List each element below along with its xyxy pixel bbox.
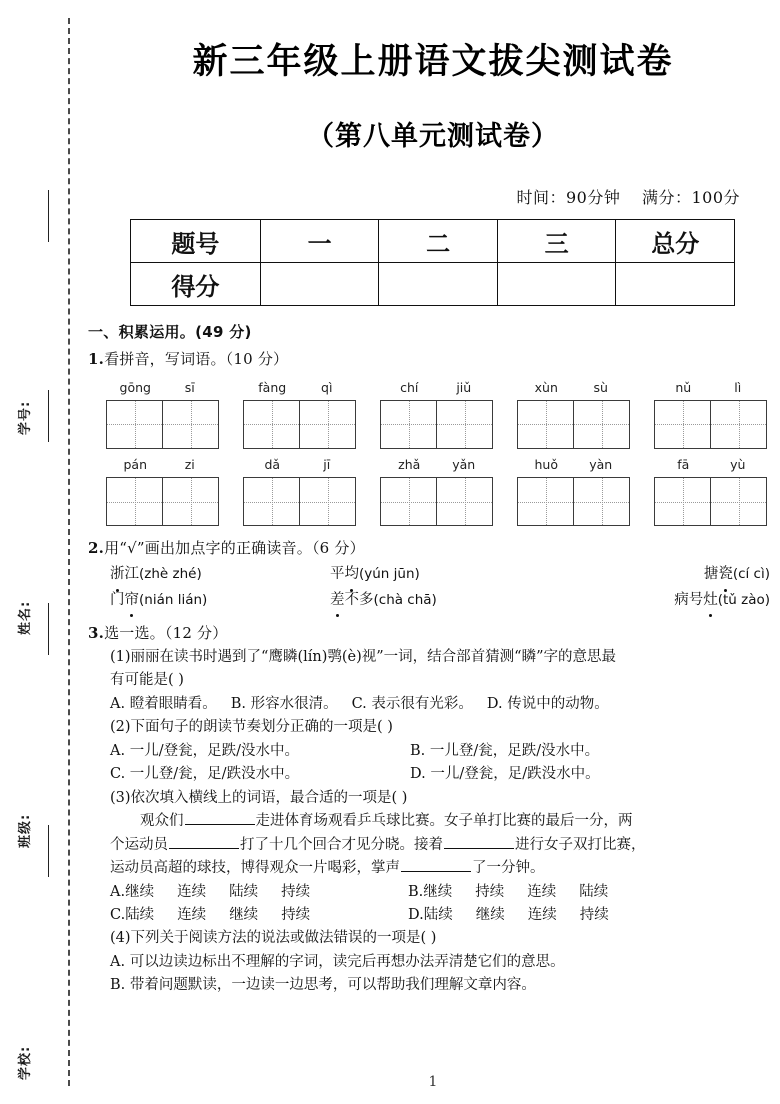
option-b[interactable]: B. 形容水很清。 [230,695,338,712]
tianzige-box[interactable] [654,400,767,449]
pronunciation-item[interactable] [330,563,550,586]
question-3-3-passage-line-2 [110,834,770,857]
pinyin-syllable: xùn [534,379,558,395]
page-title: 新三年级上册语文拔尖测试卷 [192,41,674,82]
question-3-3-stem[interactable]: (3)依次填入横线上的词语，最合适的一项是( ) [110,789,408,806]
tianzige-cell[interactable] [381,478,436,525]
pinyin-choices[interactable]: (tǔ zào) [717,591,770,608]
question-2-heading [88,536,770,560]
pinyin-text [654,455,767,475]
section-one-heading: 一、积累运用。(49 分) [88,323,252,341]
option-word: 继续 [125,883,155,900]
option-word: 持续 [475,883,505,900]
fill-blank-3[interactable] [444,848,514,849]
tianzige-box[interactable] [380,477,493,526]
score-table-row-header: 得分 [131,263,261,306]
pinyin-row-2 [88,455,770,526]
pronunciation-item[interactable] [550,589,770,612]
pinyin-group [654,455,767,526]
pinyin-group [243,378,356,449]
score-table-cell-2: 二 [379,220,498,263]
pinyin-syllable: yàn [589,456,613,472]
pinyin-syllable: dǎ [264,456,281,472]
option-word: 继续 [475,906,505,923]
pronunciation-item[interactable] [110,589,330,612]
pinyin-group [654,378,767,449]
option-c[interactable] [110,904,408,927]
pinyin-syllable: huǒ [534,456,558,472]
pinyin-syllable: sī [184,379,195,395]
exam-content [86,306,780,998]
option-word: 陆续 [229,883,259,900]
tianzige-cell[interactable] [244,401,299,448]
page-number: 1 [428,1074,438,1090]
pinyin-syllable: yǎn [452,456,476,472]
score-table-cell-1: 一 [260,220,379,263]
pinyin-text [106,378,219,398]
option-words [423,884,631,900]
option-d[interactable] [408,904,632,927]
option-word: 继续 [229,906,259,923]
fill-blank-2[interactable] [169,848,239,849]
question-3-3-options-row-1 [110,881,770,904]
passage-text: 运动员高超的球技，博得观众一片喝彩，掌声 [110,860,400,877]
word-suffix: 不多 [344,591,374,608]
tianzige-cell[interactable] [107,478,162,525]
pinyin-text [517,378,630,398]
question-3-heading [88,621,770,645]
question-3-2-options-row-2 [110,763,770,786]
tianzige-cell[interactable] [107,401,162,448]
question-3-1 [88,646,770,716]
pronunciation-item[interactable] [550,563,770,586]
tianzige-box[interactable] [380,400,493,449]
pinyin-syllable: fàng [258,379,287,395]
tianzige-cell[interactable] [244,478,299,525]
question-3-3 [88,787,770,928]
tianzige-cell[interactable] [436,478,492,525]
option-a[interactable]: A. 可以边读边标出不理解的字词，读完后再想办法弄清楚它们的意思。 [110,953,565,970]
pinyin-choices[interactable]: (nián lián) [139,591,208,608]
word-prefix: 病号 [674,591,704,608]
option-b[interactable]: B. 带着问题默读，一边读一边思考，可以帮助我们理解文章内容。 [110,977,536,994]
tianzige-box[interactable] [106,477,219,526]
option-letter: A. [110,883,126,900]
margin-label-xingming: 姓名: [18,600,33,635]
passage-text: 观众们 [140,813,184,830]
option-c[interactable]: C. 一儿登/瓮，足/跌没水中。 [110,766,300,783]
score-input-cell-2[interactable] [379,263,498,306]
question-3-points: （12 分） [164,624,228,643]
option-word: 持续 [281,906,311,923]
fill-blank-4[interactable] [401,871,471,872]
margin-rule [48,390,49,442]
pronunciation-item[interactable] [330,589,550,612]
tianzige-box[interactable] [517,477,630,526]
pinyin-text [380,378,493,398]
score-table-cell-3: 三 [497,220,616,263]
option-word: 连续 [527,906,557,923]
pinyin-syllable: zhǎ [398,456,421,472]
question-2-number: 2. [88,539,105,558]
exam-meta [86,153,780,208]
tianzige-cell[interactable] [299,478,355,525]
pinyin-syllable: fā [677,456,690,472]
exam-page [86,0,780,1104]
option-a[interactable]: A. 瞪着眼睛看。 [110,695,217,712]
option-a[interactable] [110,881,408,904]
option-letter: B. [408,883,424,900]
tianzige-box[interactable] [106,400,219,449]
margin-label-xuexiao: 学校: [18,1045,33,1080]
tianzige-cell[interactable] [299,401,355,448]
score-input-cell-1[interactable] [260,263,379,306]
tianzige-box[interactable] [517,400,630,449]
pinyin-syllable: sù [593,379,608,395]
passage-text: 走进体育场观看乒乓球比赛。女子单打比赛的最后一分，两 [255,813,633,830]
margin-rule [48,825,49,877]
word-prefix: 搪 [703,566,719,583]
word-prefix: 平 [330,566,345,583]
tianzige-cell[interactable] [655,478,710,525]
pinyin-syllable: jiǔ [456,379,472,395]
option-b[interactable] [408,881,631,904]
question-3-2-options-row-1 [110,740,770,763]
pinyin-text [106,455,219,475]
option-letter: C. [110,906,126,923]
dotted-char: 瓷 [718,563,733,586]
option-words [424,907,632,923]
tianzige-box[interactable] [654,477,767,526]
tianzige-box[interactable] [243,400,356,449]
pinyin-group [380,378,493,449]
margin-label-xuehao: 学号: [18,400,33,435]
question-2-items [88,563,770,612]
question-3-number: 3. [88,624,105,643]
question-3-3-passage-line-3 [110,857,770,880]
question-3-3-options-row-2 [110,904,770,927]
tianzige-cell[interactable] [162,478,218,525]
pinyin-syllable: lì [734,379,742,395]
option-d[interactable]: D. 传说中的动物。 [486,695,609,712]
score-table-cell-total: 总分 [616,220,735,263]
left-margin-rail [0,0,86,1104]
exam-time: 时间：90分钟 [516,188,621,207]
tianzige-cell[interactable] [710,478,766,525]
option-word: 陆续 [423,906,453,923]
margin-label-banji: 班级: [18,813,33,848]
option-word: 持续 [281,883,311,900]
tianzige-cell[interactable] [710,401,766,448]
pinyin-text [517,455,630,475]
pinyin-text [243,378,356,398]
question-3-4-stem[interactable]: (4)下列关于阅读方法的说法或做法错误的一项是( ) [110,930,437,947]
pinyin-group [517,378,630,449]
option-words [125,907,333,923]
question-2-title: 用“√”画出加点字的正确读音。 [104,539,312,558]
option-d[interactable]: D. 一儿/登瓮，足/跌没水中。 [410,766,600,783]
pinyin-syllable: jī [323,456,331,472]
pinyin-syllable: gōng [119,379,151,395]
option-letter: D. [408,906,424,923]
pinyin-choices[interactable]: (zhè zhé) [139,566,202,583]
option-word: 陆续 [125,906,155,923]
table-row [131,263,735,306]
pinyin-syllable: nǔ [675,379,692,395]
margin-rule [48,603,49,655]
passage-text: 了一分钟。 [472,860,545,877]
score-table [130,219,735,306]
pinyin-syllable: chí [400,379,419,395]
tianzige-cell[interactable] [573,478,629,525]
pinyin-syllable: yù [730,456,746,472]
fold-dashed-line [68,18,70,1086]
pinyin-row-1 [88,378,770,449]
option-word: 连续 [177,906,207,923]
question-3-1-options [110,693,770,716]
question-1-points: （10 分） [225,350,289,369]
pinyin-choices[interactable]: (chà chā) [373,591,437,608]
option-b[interactable]: B. 一儿登/瓮，足跌/没水中。 [410,742,600,759]
word-suffix: 江 [124,566,139,583]
tianzige-cell[interactable] [655,401,710,448]
word-prefix: 门 [110,591,125,608]
dotted-char: 差 [330,589,345,612]
exam-total-score: 满分：100分 [641,188,740,207]
question-2-points: （6 分） [311,539,365,558]
question-3-2 [88,716,770,786]
pinyin-text [654,378,767,398]
pinyin-group [106,455,219,526]
fill-blank-1[interactable] [185,824,255,825]
pinyin-group [106,378,219,449]
score-input-cell-3[interactable] [497,263,616,306]
question-3-1-stem-line-1: (1)丽丽在读书时遇到了“鹰瞵(lín)鹗(è)视”一词，结合部首猜测“瞵”字的意思最 [110,648,617,665]
score-input-cell-total[interactable] [616,263,735,306]
dotted-char: 浙 [110,563,125,586]
question-1-number: 1. [88,350,105,369]
pinyin-group [517,455,630,526]
option-words [125,884,333,900]
question-3-title: 选一选。 [104,624,165,643]
passage-text: 个运动员 [110,836,168,853]
passage-text: 进行女子双打比赛， [515,836,646,853]
score-table-wrap [86,208,780,306]
question-3-3-passage-line-1 [110,810,770,833]
tianzige-cell[interactable] [436,401,492,448]
pinyin-text [243,455,356,475]
passage-text: 打了十几个回合才见分晓。接着 [240,836,443,853]
pinyin-syllable: zi [184,456,195,472]
table-row [131,220,735,263]
tianzige-cell[interactable] [518,478,573,525]
pinyin-choices[interactable]: (yún jūn) [359,566,420,583]
option-word: 连续 [177,883,207,900]
score-table-row-header: 题号 [131,220,261,263]
pinyin-choices[interactable]: (cí cì) [732,566,770,583]
option-word: 继续 [423,883,453,900]
tianzige-cell[interactable] [162,401,218,448]
dotted-char: 帘 [125,589,140,612]
pronunciation-item[interactable] [110,563,330,586]
dotted-char: 灶 [703,589,718,612]
pinyin-text [380,455,493,475]
option-c[interactable]: C. 表示很有光彩。 [351,695,473,712]
option-word: 陆续 [579,883,609,900]
tianzige-cell[interactable] [573,401,629,448]
page-subtitle: （第八单元测试卷） [307,121,559,152]
margin-rule [48,190,49,242]
option-a[interactable]: A. 一儿/登瓮，足跌/没水中。 [110,742,299,759]
question-3-4 [88,927,770,997]
tianzige-cell[interactable] [518,401,573,448]
option-word: 持续 [579,906,609,923]
question-1-title: 看拼音，写词语。 [104,350,226,369]
pinyin-group [380,455,493,526]
tianzige-cell[interactable] [381,401,436,448]
pinyin-syllable: qì [321,379,333,395]
question-3-1-stem-line-2[interactable]: 有可能是( ) [110,672,184,689]
tianzige-box[interactable] [243,477,356,526]
dotted-char: 均 [345,563,360,586]
option-word: 连续 [527,883,557,900]
pinyin-group [243,455,356,526]
pinyin-syllable: pán [123,456,148,472]
question-1-heading [88,347,770,371]
question-3-2-stem[interactable]: (2)下面句子的朗读节奏划分正确的一项是( ) [110,719,393,736]
